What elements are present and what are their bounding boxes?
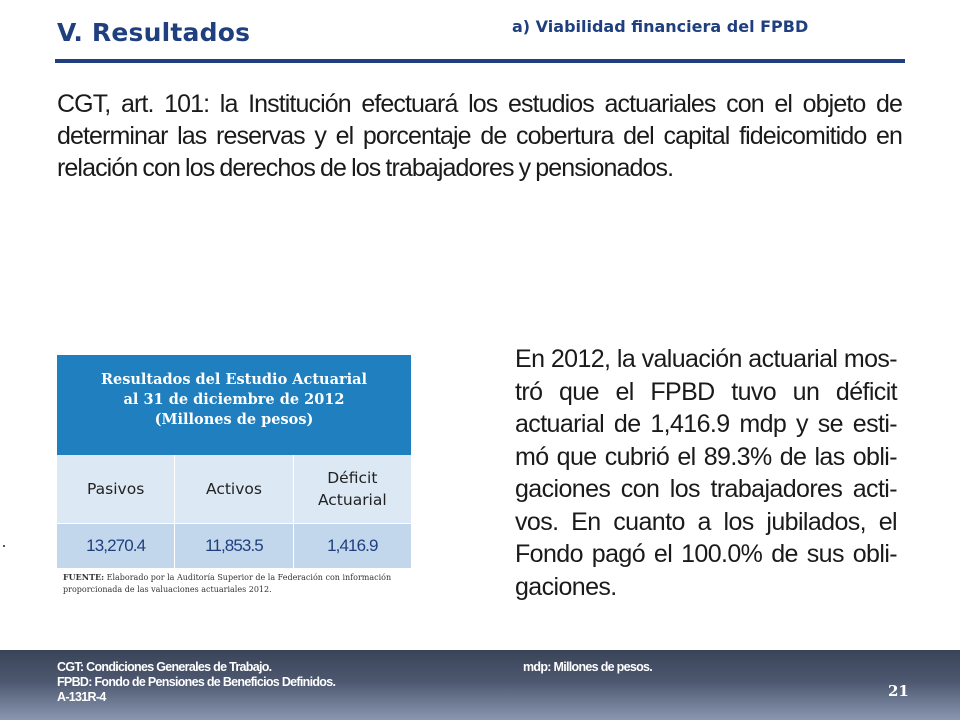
table-column-headers xyxy=(57,455,411,523)
table-source-note xyxy=(63,571,403,596)
table-title-line-1: Resultados del Estudio Actuarial xyxy=(100,371,368,388)
footer-note-fpbd: FPBD: Fondo de Pensiones de Beneficios Definidos. xyxy=(57,675,336,689)
column-header-activos: Activos xyxy=(175,455,293,523)
source-label: FUENTE: xyxy=(63,572,105,582)
source-text: Elaborado por la Auditoría Superior de la Federación con información proporcionada de las valuaciones actuariales 2012. xyxy=(63,573,392,594)
value-activos: 11,853.5 xyxy=(175,524,293,568)
table-header xyxy=(57,355,411,455)
footer-notes xyxy=(57,660,417,705)
actuarial-results-table xyxy=(57,355,411,568)
table-title-line-2: al 31 de diciembre de 2012 xyxy=(123,391,345,408)
margin-mark xyxy=(3,545,5,547)
footer-code: A-131R-4 xyxy=(57,690,106,704)
footer-note-mdp: mdp: Millones de pesos. xyxy=(523,660,653,674)
table-row xyxy=(57,523,411,568)
slide-subtitle: a) Viabilidad financiera del FPBD xyxy=(512,17,809,36)
value-deficit: 1,416.9 xyxy=(327,536,378,555)
intro-paragraph: CGT, art. 101: la Institución efectuará los estudios actuariales con el objeto de determinar las reservas y el porcentaje de cobertura del capital fideicomitido en relación con los derechos de los trabajadores y pensionados. xyxy=(57,90,902,182)
value-pasivos: 13,270.4 xyxy=(57,524,175,568)
valuation-paragraph: En 2012, la valuación actuarial mos-tró que el FPBD tuvo un déficit actuarial de 1,416.9 mdp y se esti-mó que cubrió el 89.3% de las obli-gaciones con los trabajadores acti-vos. En cuanto a los jubilados, el Fondo pagó el 100.0% de sus obli-gaciones. xyxy=(515,345,897,601)
column-header-pasivos: Pasivos xyxy=(57,455,175,523)
column-header-deficit: Déficit Actuarial xyxy=(317,469,387,509)
title-divider xyxy=(55,59,905,63)
table-title-line-3: (Millones de pesos) xyxy=(154,411,314,428)
slide-title: V. Resultados xyxy=(57,18,251,47)
footer-note-cgt: CGT: Condiciones Generales de Trabajo. xyxy=(57,660,272,674)
page-number: 21 xyxy=(888,682,909,700)
